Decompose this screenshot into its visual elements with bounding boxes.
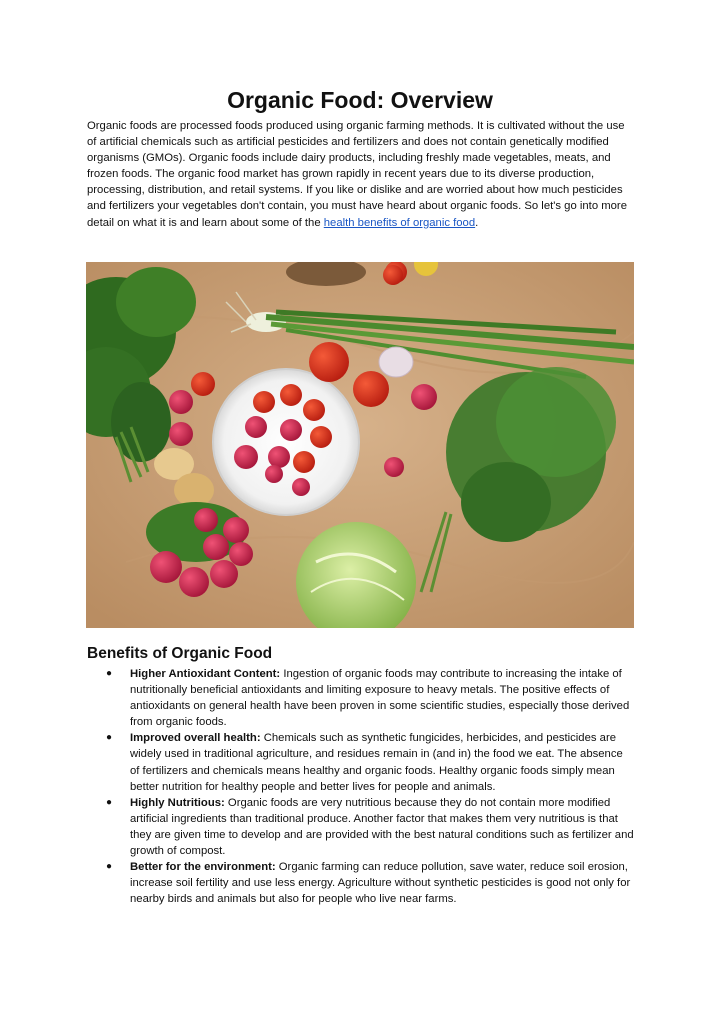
benefit-text: Chemicals such as synthetic fungicides, herbicides, and pesticides are widely used in traditional agriculture, and residues remain in (and in) the food we eat. The absence of fertilizers and chemicals means healthy and organic foods. Healthy organic foods simply mean better nutrition for healthy people and better lives for people and animals. (130, 732, 623, 793)
health-benefits-link[interactable]: health benefits of organic food (323, 216, 476, 229)
bullet-icon: ● (106, 732, 113, 744)
benefit-term: Better for the environment: (130, 861, 276, 874)
benefit-term: Higher Antioxidant Content: (130, 668, 281, 680)
benefits-list (87, 666, 635, 907)
list-item (87, 859, 635, 907)
intro-paragraph (87, 118, 635, 231)
benefit-text: Organic foods are very nutritious because they do not contain more modified artificial ingredients than traditional produce. Another factor that makes them very nutritious is that they are given time to develop and are provided with the best natural conditions such as fertilizer and growth of compost. (130, 796, 634, 858)
benefit-text: Ingestion of organic foods may contribute to increasing the intake of nutritionally beneficial antioxidants and limiting exposure to heavy metals. The positive effects of antioxidants on general health have been proven in some scientific studies, especially those derived from organic foods. (130, 668, 630, 729)
list-item (87, 666, 635, 730)
benefit-term: Improved overall health: (130, 732, 261, 745)
list-item (87, 730, 635, 794)
benefit-term: Highly Nutritious: (130, 796, 225, 809)
vegetables-photo (86, 262, 634, 628)
bullet-icon: ● (106, 796, 113, 808)
bullet-icon: ● (106, 861, 113, 873)
page-title: Organic Food: Overview (227, 87, 493, 113)
bullet-icon: ● (106, 668, 113, 679)
intro-text: Organic foods are processed foods produced using organic farming methods. It is cultivated without the use of artificial chemicals such as artificial pesticides and fertilizers and does not contain genetically modified organisms (GMOs). Organic foods include dairy products, including freshly made vegetables, meats, and frozen foods. The organic food market has grown rapidly in recent years due to its diverse production, processing, distribution, and retail systems. If you like or dislike and are worried about how much pesticides and fertilizers your vegetables don't contain, you must have heard about organic foods. So let's go into more detail on what it is and learn about some of the (87, 120, 627, 229)
plate (213, 369, 359, 515)
benefit-text: Organic farming can reduce pollution, save water, reduce soil erosion, increase soil fertility and use less energy. Agriculture without synthetic pesticides is good not only for nearby birds and animals but also for people who live near farms. (130, 861, 631, 906)
benefits-heading: Benefits of Organic Food (87, 645, 273, 662)
list-item (87, 795, 635, 859)
intro-end: . (475, 216, 479, 229)
